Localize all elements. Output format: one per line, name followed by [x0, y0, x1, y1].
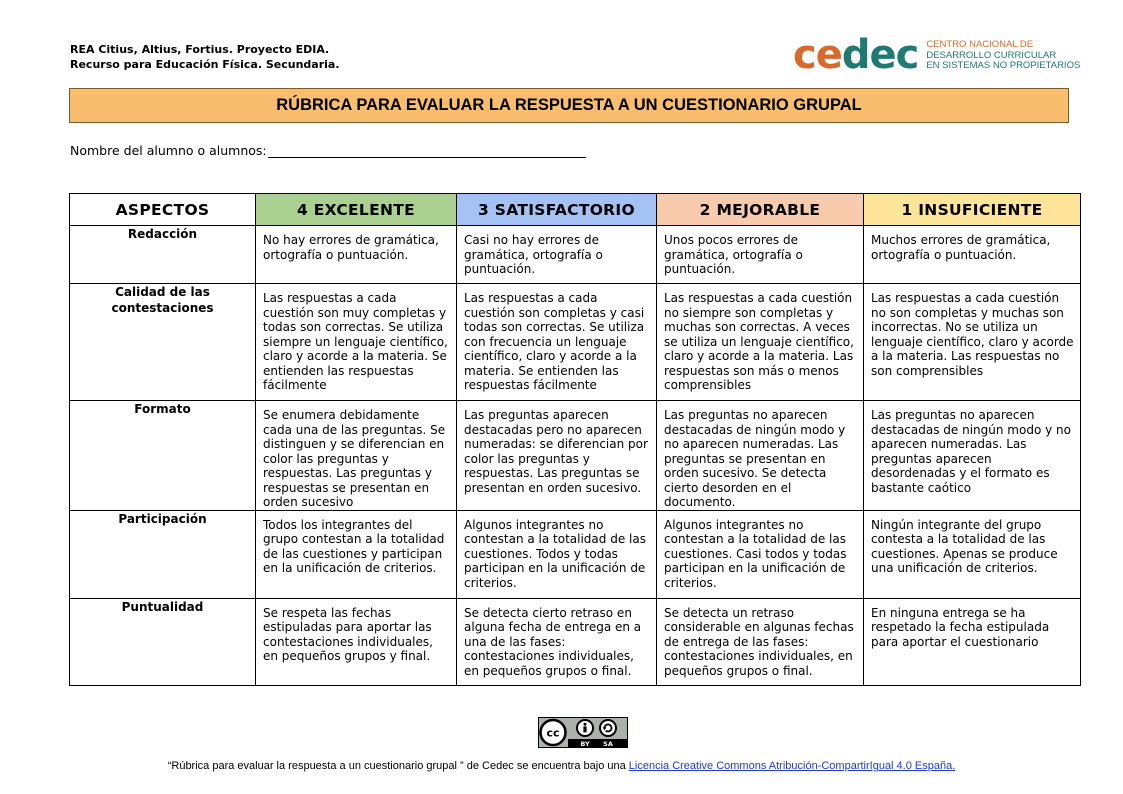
cell-level-3: Casi no hay errores de gramática, ortografía o puntuación. — [457, 226, 657, 284]
cell-level-3: Algunos integrantes no contestan a la totalidad de las cuestiones. Todos y todas participan en la unificación de criterios. — [457, 510, 657, 598]
rubric-title: RÚBRICA PARA EVALUAR LA RESPUESTA A UN CUESTIONARIO GRUPAL — [69, 88, 1069, 123]
cell-level-1: Las preguntas no aparecen destacadas de ningún modo y no aparecen numeradas. Las preguntas aparecen desordenadas y el formato es bastante caótico — [864, 401, 1081, 511]
svg-text:cc: cc — [546, 726, 560, 740]
header-line-resource: Recurso para Educación Física. Secundaria. — [70, 58, 340, 71]
table-row — [70, 284, 1081, 401]
cell-level-3: Las respuestas a cada cuestión son completas y casi todas son correctas. Se utiliza con frecuencia un lenguaje científico, claro y acorde a la materia. Se entienden las respuestas fácilmente — [457, 284, 657, 401]
table-row — [70, 510, 1081, 598]
table-row — [70, 226, 1081, 284]
license-footer — [0, 760, 1123, 772]
rubric-table — [69, 193, 1081, 686]
cell-level-2: Las preguntas no aparecen destacadas de ningún modo y no aparecen numeradas. Las preguntas se presentan en orden sucesivo. Se detecta cierto desorden en el documento. — [657, 401, 864, 511]
header-level-3: 3 SATISFACTORIO — [457, 194, 657, 226]
cell-level-4: No hay errores de gramática, ortografía o puntuación. — [256, 226, 457, 284]
header-level-1: 1 INSUFICIENTE — [864, 194, 1081, 226]
student-name-blank[interactable] — [268, 144, 586, 158]
cell-level-1: Ningún integrante del grupo contesta a la totalidad de las cuestiones. Apenas se produce una unificación de criterios. — [864, 510, 1081, 598]
license-attribution-text: “Rúbrica para evaluar la respuesta a un cuestionario grupal ” de Cedec se encuentra bajo una — [167, 760, 629, 772]
aspect-label: Participación — [70, 510, 256, 598]
cell-level-2: Unos pocos errores de gramática, ortografía o puntuación. — [657, 226, 864, 284]
document-header — [70, 42, 340, 72]
header-level-2: 2 MEJORABLE — [657, 194, 864, 226]
cell-level-3: Las preguntas aparecen destacadas pero no aparecen numeradas: se diferencian por color las preguntas y respuestas. Las preguntas se presentan en orden sucesivo. — [457, 401, 657, 511]
aspect-label: Redacción — [70, 226, 256, 284]
header-line-project: REA Citius, Altius, Fortius. Proyecto EDIA. — [70, 43, 330, 56]
license-link[interactable]: Licencia Creative Commons Atribución-CompartirIgual 4.0 España. — [628, 760, 956, 772]
cc-by-sa-badge-icon — [538, 717, 628, 748]
aspect-label: Puntualidad — [70, 598, 256, 685]
table-row — [70, 598, 1081, 685]
student-name-field[interactable] — [70, 143, 586, 158]
cell-level-4: Se respeta las fechas estipuladas para aportar las contestaciones individuales, en pequeños grupos y final. — [256, 598, 457, 685]
cell-level-2: Algunos integrantes no contestan a la totalidad de las cuestiones. Casi todos y todas participan en la unificación de criterios. — [657, 510, 864, 598]
cedec-logo-word: cedec — [793, 32, 919, 78]
aspect-label: Calidad de las contestaciones — [70, 284, 256, 401]
cell-level-2: Se detecta un retraso considerable en algunas fechas de entrega de las fases: contestaciones individuales, en pequeños grupos o final. — [657, 598, 864, 685]
cell-level-4: Se enumera debidamente cada una de las preguntas. Se distinguen y se diferencian en color las preguntas y respuestas. Las preguntas y respuestas se presentan en orden sucesivo — [256, 401, 457, 511]
cedec-logo — [793, 32, 1081, 78]
cell-level-4: Las respuestas a cada cuestión son muy completas y todas son correctas. Se utiliza siempre un lenguaje científico, claro y acorde a la materia. Se entienden las respuestas fácilmente — [256, 284, 457, 401]
aspect-label: Formato — [70, 401, 256, 511]
cc-badge-by-label: BY — [580, 740, 590, 748]
cedec-logo-subtitle: CENTRO NACIONAL DE DESARROLLO CURRICULAR EN SISTEMAS NO PROPIETARIOS — [926, 39, 1081, 71]
cell-level-3: Se detecta cierto retraso en alguna fecha de entrega en a una de las fases: contestaciones individuales, en pequeños grupos o final. — [457, 598, 657, 685]
header-level-4: 4 EXCELENTE — [256, 194, 457, 226]
cell-level-1: Las respuestas a cada cuestión no son completas y muchas son incorrectas. No se utiliza un lenguaje científico, claro y acorde a la materia. Las respuestas no son comprensibles — [864, 284, 1081, 401]
rubric-header-row — [70, 194, 1081, 226]
cell-level-1: Muchos errores de gramática, ortografía o puntuación. — [864, 226, 1081, 284]
student-name-label: Nombre del alumno o alumnos: — [70, 143, 267, 158]
header-aspects: ASPECTOS — [70, 194, 256, 226]
cc-badge-sa-label: SA — [603, 740, 613, 748]
table-row — [70, 401, 1081, 511]
cell-level-2: Las respuestas a cada cuestión no siempre son completas y muchas son correctas. A veces se utiliza un lenguaje científico, claro y acorde a la materia. Las respuestas son más o menos comprensibles — [657, 284, 864, 401]
cell-level-4: Todos los integrantes del grupo contestan a la totalidad de las cuestiones y participan en la unificación de criterios. — [256, 510, 457, 598]
cell-level-1: En ninguna entrega se ha respetado la fecha estipulada para aportar el cuestionario — [864, 598, 1081, 685]
